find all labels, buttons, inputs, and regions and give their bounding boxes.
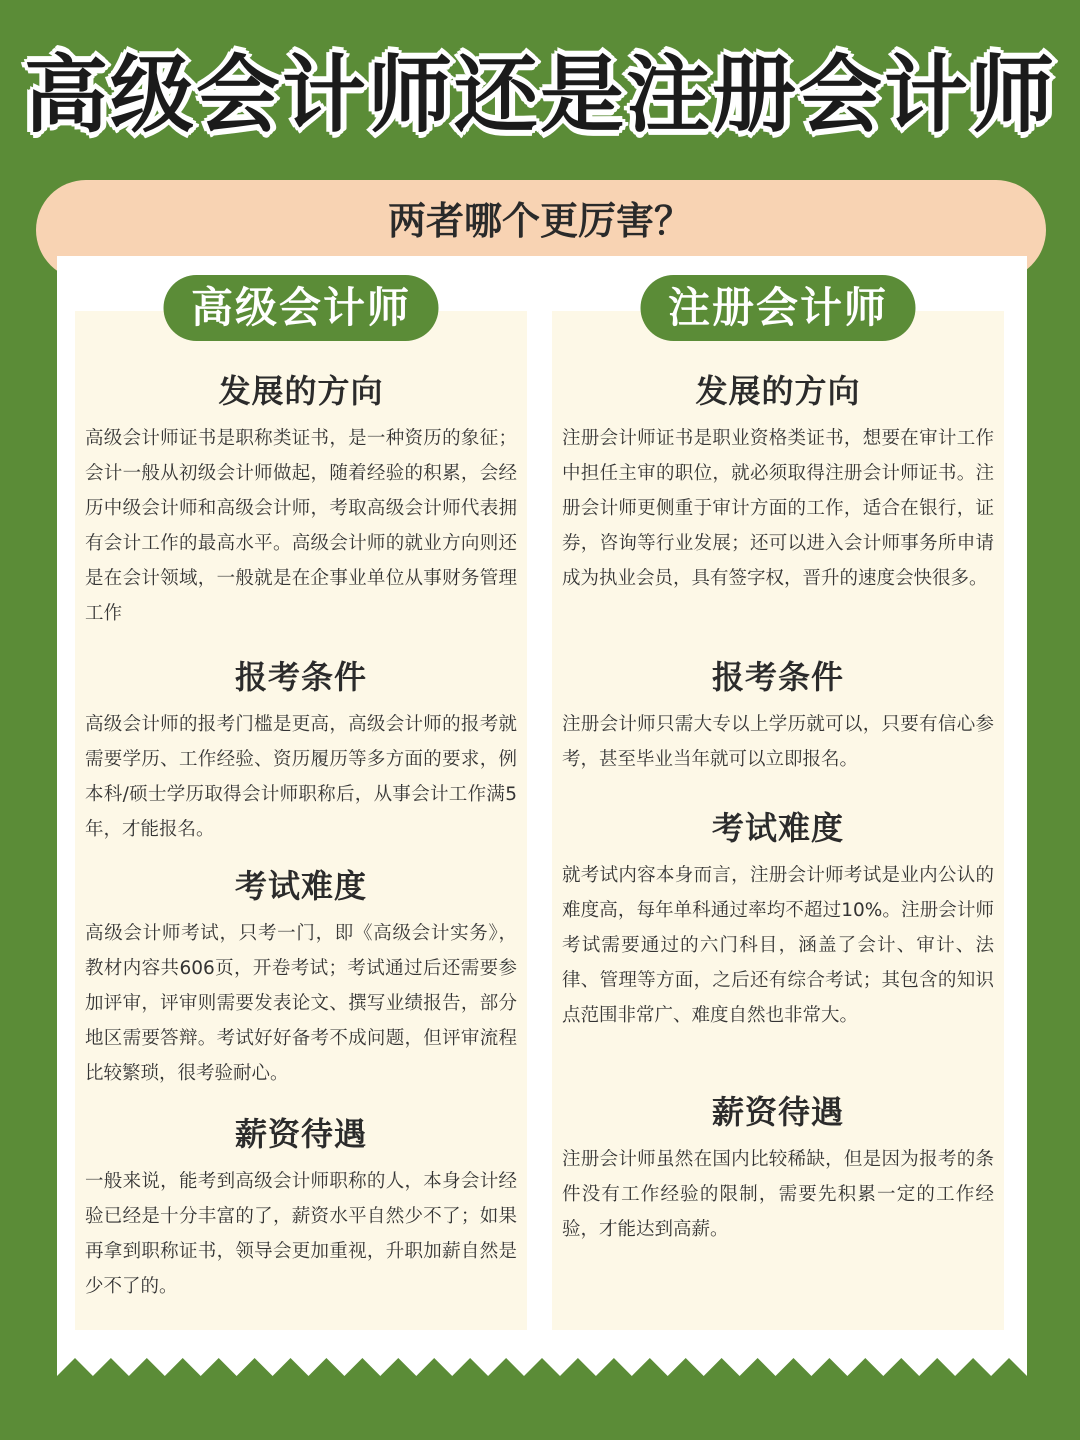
subtitle: 两者哪个更厉害？ [387, 199, 692, 243]
section-body: 注册会计师只需大专以上学历就可以，只要有信心参考，甚至毕业当年就可以立即报名。 [562, 714, 994, 770]
column-label: 注册会计师 [641, 275, 916, 341]
section-body: 一般来说，能考到高级会计师职称的人，本身会计经验已经是十分丰富的了，薪资水平自然少不了；如果再拿到职称证书，领导会更加重视，升职加薪自然是少不了的。 [85, 1171, 517, 1297]
column-label: 高级会计师 [164, 275, 439, 341]
section-heading: 薪资待遇 [711, 1093, 844, 1131]
section-body: 高级会计师的报考门槛是更高，高级会计师的报考就需要学历、工作经验、资历履历等多方面的要求，例本科/硕士学历取得会计师职称后，从事会计工作满5年，才能报名。 [85, 714, 517, 840]
section-body: 高级会计师证书是职称类证书，是一种资历的象征；会计一般从初级会计师做起，随着经验的积累，会经历中级会计师和高级会计师，考取高级会计师代表拥有会计工作的最高水平。高级会计师的就业方向则还是在会计领域，一般就是在企事业单位从事财务管理工作 [85, 428, 517, 624]
section-heading: 发展的方向 [695, 372, 861, 410]
page-title: 高级会计师还是注册会计师 [23, 46, 1056, 144]
section-heading: 报考条件 [234, 658, 367, 696]
zigzag-edge [57, 1354, 1027, 1394]
section-heading: 考试难度 [234, 867, 367, 905]
section-body: 注册会计师证书是职业资格类证书，想要在审计工作中担任主审的职位，就必须取得注册会计师证书。注册会计师更侧重于审计方面的工作，适合在银行，证券，咨询等行业发展；还可以进入会计师事务所申请成为执业会员，具有签字权，晋升的速度会快很多。 [562, 428, 994, 589]
column-cpa [552, 283, 1004, 1330]
section-heading: 报考条件 [711, 658, 844, 696]
column-senior-accountant [75, 283, 527, 1330]
section-heading: 考试难度 [711, 809, 844, 847]
section-body: 高级会计师考试，只考一门，即《高级会计实务》，教材内容共606页，开卷考试；考试通过后还需要参加评审，评审则需要发表论文、撰写业绩报告，部分地区需要答辩。考试好好备考不成问题，但评审流程比较繁琐，很考验耐心。 [85, 923, 517, 1084]
section-heading: 薪资待遇 [234, 1115, 367, 1153]
section-body: 注册会计师虽然在国内比较稀缺，但是因为报考的条件没有工作经验的限制，需要先积累一定的工作经验，才能达到高薪。 [562, 1149, 994, 1240]
section-body: 就考试内容本身而言，注册会计师考试是业内公认的难度高，每年单科通过率均不超过10%。注册会计师考试需要通过的六门科目，涵盖了会计、审计、法律、管理等方面，之后还有综合考试；其包含的知识点范围非常广、难度自然也非常大。 [562, 865, 994, 1026]
section-heading: 发展的方向 [218, 372, 384, 410]
